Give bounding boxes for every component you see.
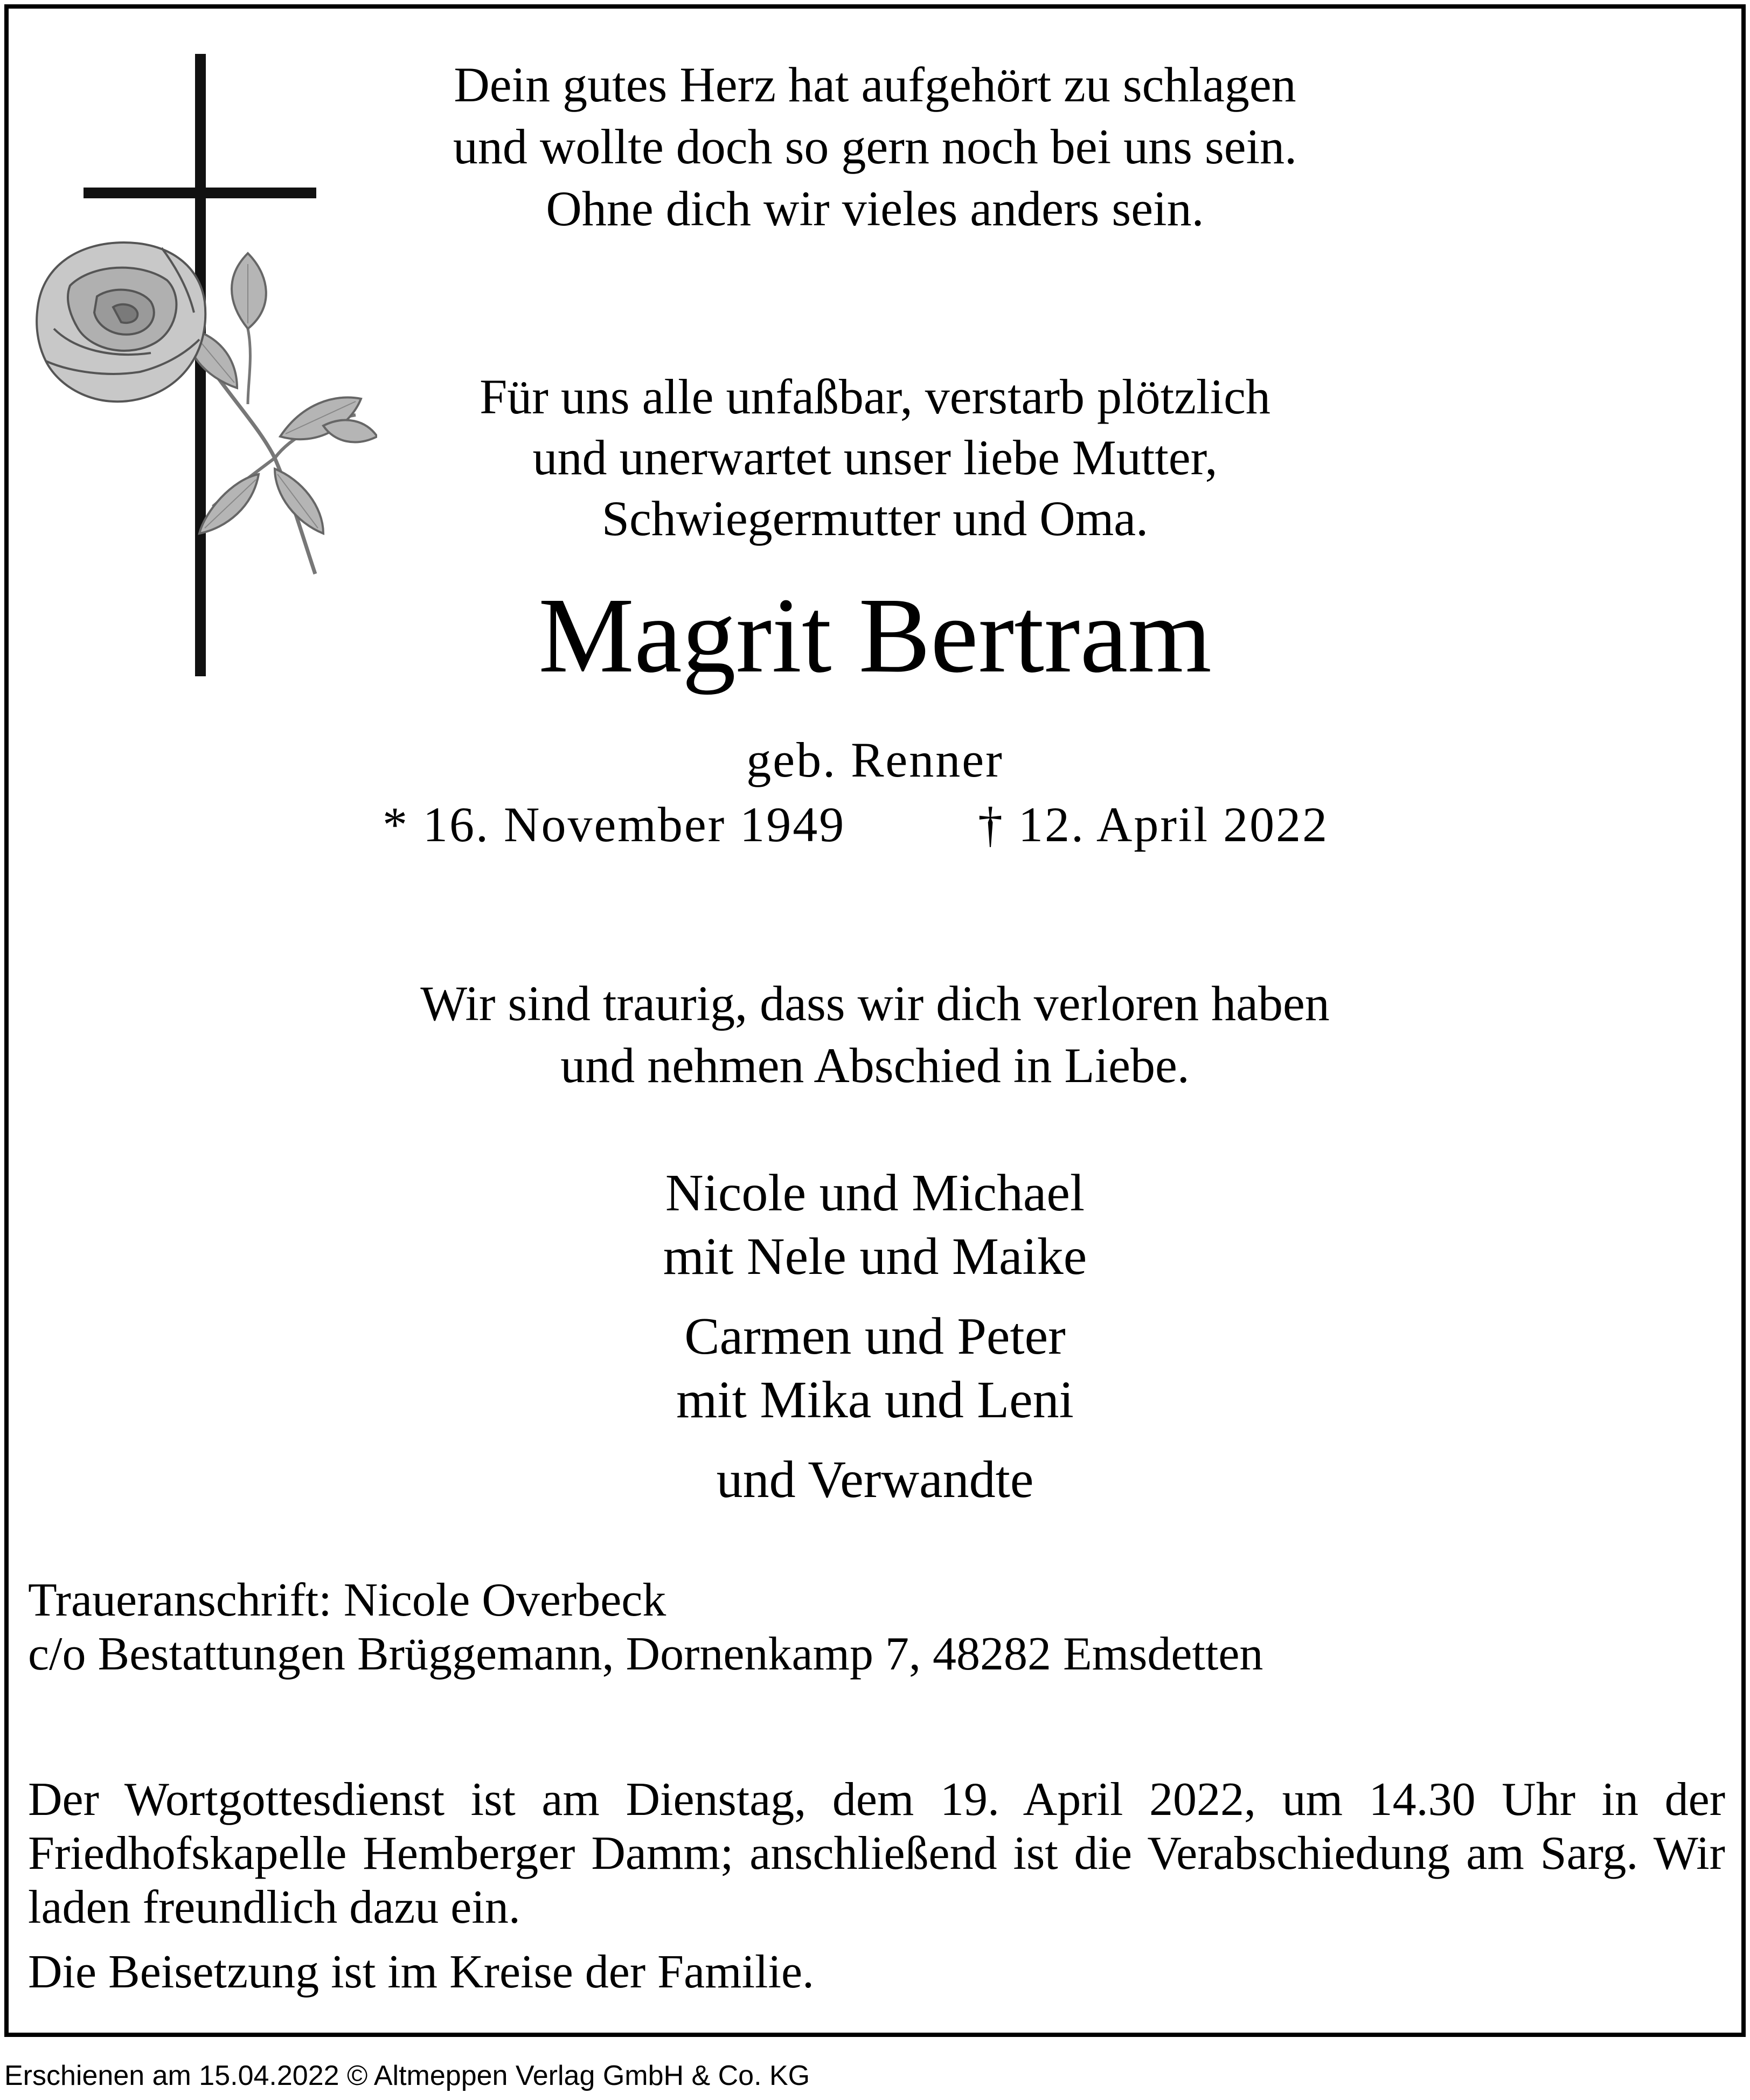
burial-note: Die Beisetzung ist im Kreise der Familie. <box>28 1946 815 1998</box>
birth-date: * 16. November 1949 <box>383 797 846 852</box>
death-announcement <box>0 366 1750 549</box>
verse-line: Ohne dich wir vieles anders sein. <box>546 181 1204 236</box>
mourner-line: Nicole und Michael <box>665 1164 1085 1222</box>
service-paragraph: Der Wortgottesdienst ist am Dienstag, dem 19. April 2022, um 14.30 Uhr in der Friedhofskapelle Hemberger Damm; anschließend ist die Verabschiedung am Sarg. Wir laden freundlich dazu ein. <box>28 1773 1725 1933</box>
mourner-line: Carmen und Peter <box>684 1307 1066 1366</box>
mourner-line: und Verwandte <box>716 1451 1034 1509</box>
service-details <box>28 1773 1725 1999</box>
mourner-line: mit Nele und Maike <box>663 1228 1087 1286</box>
death-date: † 12. April 2022 <box>978 797 1329 852</box>
farewell-text <box>0 973 1750 1097</box>
announcement-line: Schwiegermutter und Oma. <box>601 491 1149 546</box>
address-line: c/o Bestattungen Brüggemann, Dornenkamp 7, 48282 Emsdetten <box>28 1628 1263 1680</box>
announcement-line: und unerwartet unser liebe Mutter, <box>532 430 1218 485</box>
announcement-line: Für uns alle unfaßbar, verstarb plötzlich <box>480 369 1270 424</box>
farewell-line: Wir sind traurig, dass wir dich verloren haben <box>420 976 1330 1031</box>
mourner-group <box>0 1448 1750 1512</box>
address-line: Traueranschrift: Nicole Overbeck <box>28 1574 666 1626</box>
verse-line: Dein gutes Herz hat aufgehört zu schlagen <box>454 57 1296 112</box>
publication-footer: Erschienen am 15.04.2022 © Altmeppen Verlag GmbH & Co. KG <box>4 2060 810 2091</box>
verse-line: und wollte doch so gern noch bei uns sein. <box>453 119 1297 174</box>
farewell-line: und nehmen Abschied in Liebe. <box>560 1038 1190 1093</box>
maiden-name: geb. Renner <box>746 732 1004 787</box>
poem-verse <box>0 54 1750 240</box>
mourners-list <box>0 1161 1750 1528</box>
mourner-group <box>0 1161 1750 1288</box>
mourner-group <box>0 1305 1750 1432</box>
mourning-address <box>28 1574 1725 1681</box>
mourner-line: mit Mika und Leni <box>676 1371 1074 1429</box>
deceased-name: Magrit Bertram <box>538 576 1212 695</box>
life-dates <box>0 795 1750 854</box>
